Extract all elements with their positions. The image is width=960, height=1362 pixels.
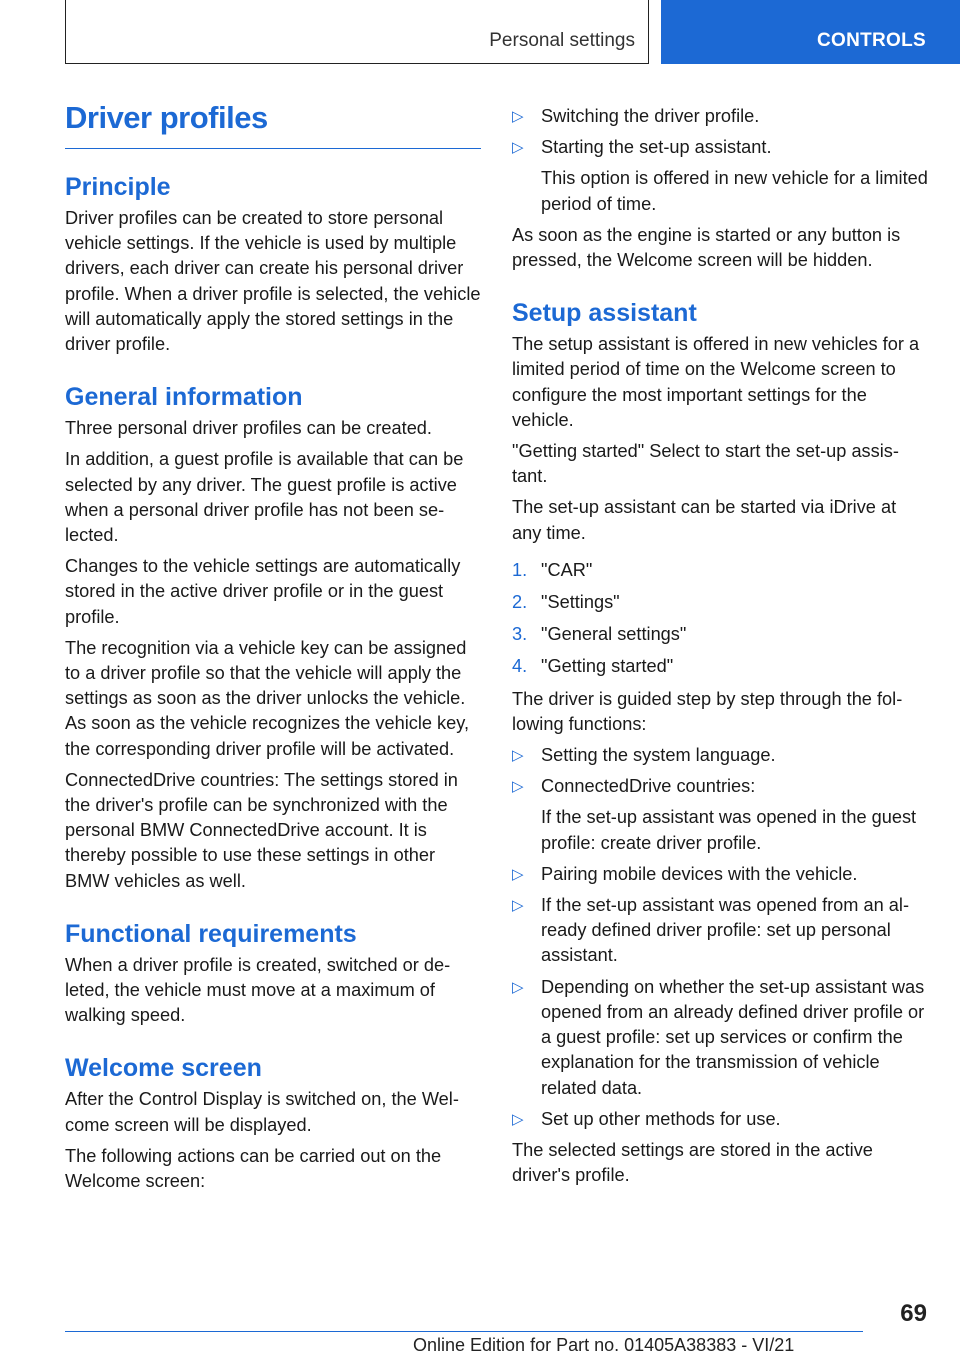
triangle-bullet-icon: ▷ [512, 747, 524, 765]
footer-edition: Online Edition for Part no. 01405A38383 - VI/21 [413, 1335, 795, 1355]
triangle-bullet-icon: ▷ [512, 108, 524, 125]
setup-paragraph-3: The set-up assistant can be started via iDrive at any time. [512, 497, 897, 543]
step-item [512, 558, 928, 583]
welcome-paragraph-2: The following actions can be carried out on the Welcome screen: [65, 1145, 442, 1192]
list-item [512, 1107, 928, 1132]
principle-text: Driver profiles can be created to store personal vehicle settings. If the vehicle is used by multiple drivers, each driver can create his personal driver profile. When a driver profile is selected, the vehicle will automatically apply the stored settings in the driver profile. [65, 208, 481, 355]
list-item-text: Switching the driver profile. [541, 106, 760, 126]
general-paragraph-3: Changes to the vehicle settings are automatically stored in the active driver profile or in the guest profile. [65, 556, 461, 627]
welcome-hidden-note: As soon as the engine is started or any button is pressed, the Welcome screen will be hidden. [512, 224, 901, 271]
list-item-note: This option is offered in new vehicle for a limited period of time. [541, 168, 928, 214]
list-item-text: Set up other methods for use. [541, 1108, 781, 1129]
list-item [512, 135, 928, 217]
general-paragraph-5: ConnectedDrive countries: The settings stored in the driver's profile can be synchronized with the personal BMW ConnectedDrive account. It is thereby possible to use these settings in other BMW vehicles as well. [65, 769, 458, 891]
triangle-bullet-icon: ▷ [512, 778, 524, 796]
right-column [512, 104, 928, 1194]
heading-general-information: General information [65, 383, 303, 412]
functional-text: When a driver profile is created, switched or deleted, the vehicle must move at a maximum of walking speed. [65, 954, 451, 1026]
step-item [512, 590, 928, 615]
setup-paragraph-2: "Getting started" Select to start the set-up assistant. [512, 441, 899, 487]
step-item [512, 622, 928, 647]
triangle-bullet-icon: ▷ [512, 139, 524, 157]
triangle-bullet-icon: ▷ [512, 897, 524, 915]
step-text: "CAR" [541, 559, 593, 580]
step-number: 2. [512, 592, 528, 613]
welcome-paragraph-1: After the Control Display is switched on, the Welcome screen will be displayed. [65, 1089, 459, 1135]
list-item [512, 893, 928, 969]
step-number: 1. [512, 559, 528, 580]
page-number: 69 [900, 1300, 927, 1327]
heading-setup-assistant: Setup assistant [512, 299, 697, 328]
heading-principle: Principle [65, 173, 171, 201]
triangle-bullet-icon: ▷ [512, 978, 524, 996]
header-chapter-label: CONTROLS [816, 30, 926, 51]
closing-text: The selected settings are stored in the active driver's profile. [512, 1139, 873, 1186]
welcome-actions-list [512, 104, 928, 217]
list-item [512, 862, 928, 887]
setup-functions-list [512, 743, 928, 1132]
guided-intro: The driver is guided step by step through the following functions: [512, 688, 903, 734]
step-number: 4. [512, 656, 528, 677]
footer-divider [65, 1331, 863, 1332]
list-item-text: If the set-up assistant was opened from an already defined driver profile: set up personal assistant. [541, 895, 909, 966]
list-item [512, 743, 928, 768]
list-item-text: Depending on whether the set-up assistant was opened from an already defined driver profile or a guest profile: set up services or confirm the explanation for the transmission of vehicle related data. [541, 976, 925, 1098]
list-item-text: Starting the set-up assistant. [541, 137, 772, 158]
header-section-title: Personal settings [489, 30, 635, 51]
list-item [512, 774, 928, 856]
list-item-text: ConnectedDrive countries: [541, 776, 756, 797]
list-item-text: Setting the system language. [541, 745, 776, 766]
step-text: "Getting started" [541, 656, 674, 677]
header-chapter-tab[interactable] [661, 0, 960, 64]
list-item [512, 975, 928, 1101]
step-text: "General settings" [541, 624, 687, 645]
general-paragraph-4: The recognition via a vehicle key can be assigned to a driver profile so that the vehicle will apply the settings as soon as the driver unlocks the vehicle. As soon as the vehicle recognizes the vehicle key, the corresponding driver profile will be activated. [65, 637, 470, 759]
triangle-bullet-icon: ▷ [512, 865, 524, 883]
setup-steps-list [512, 558, 928, 680]
heading-welcome-screen: Welcome screen [65, 1054, 262, 1083]
step-number: 3. [512, 624, 528, 645]
list-item-note: If the set-up assistant was opened in the guest profile: create driver profile. [541, 807, 917, 853]
setup-paragraph-1: The setup assistant is offered in new vehicles for a limited period of time on the Welcome screen to configure the most important settings for the vehicle. [512, 334, 920, 430]
header-section-box [65, 0, 649, 64]
page-title: Driver profiles [65, 100, 481, 149]
general-paragraph-2: In addition, a guest profile is available that can be selected by any driver. The guest profile is active when a personal driver profile has not been selected. [65, 449, 464, 546]
left-column [65, 100, 481, 1200]
heading-functional-requirements: Functional requirements [65, 919, 357, 948]
step-text: "Settings" [541, 592, 620, 613]
list-item-text: Pairing mobile devices with the vehicle. [541, 863, 858, 884]
step-item [512, 654, 928, 679]
list-item [512, 104, 928, 129]
general-paragraph-1: Three personal driver profiles can be created. [65, 418, 432, 439]
triangle-bullet-icon: ▷ [512, 1110, 524, 1128]
